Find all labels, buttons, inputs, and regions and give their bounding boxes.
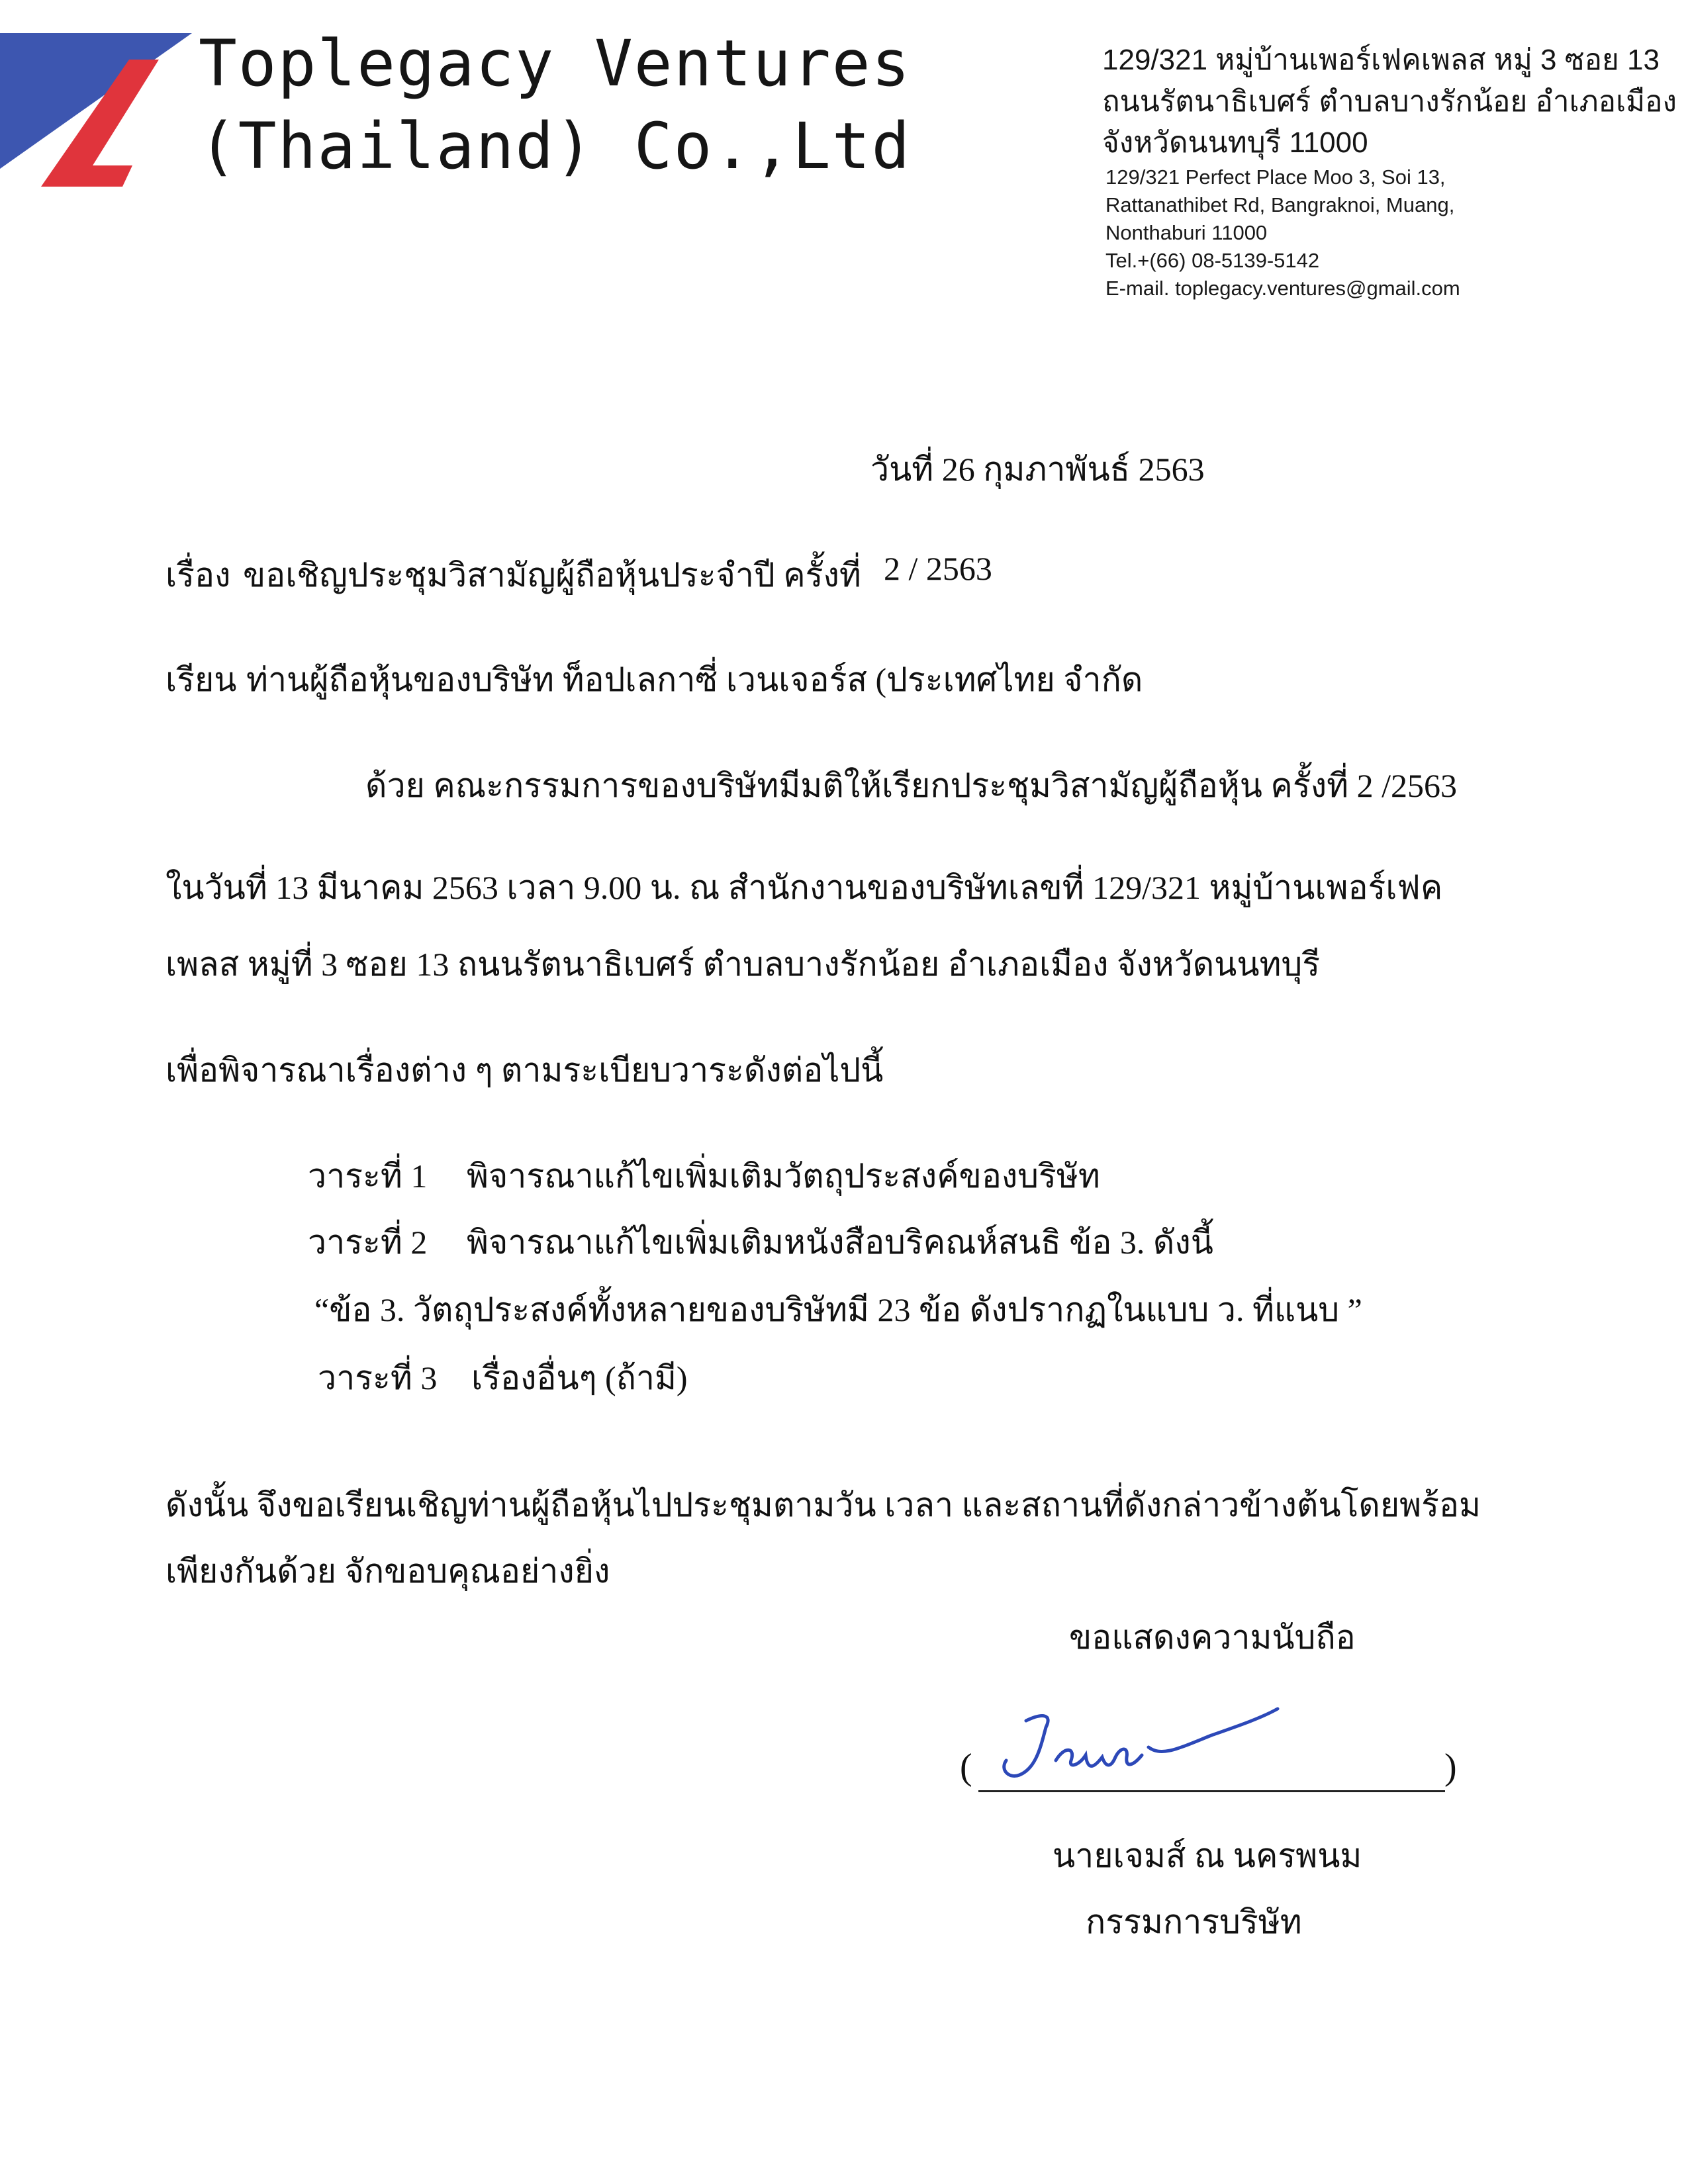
- letter-date: วันที่ 26 กุมภาพันธ์ 2563: [870, 451, 1205, 488]
- signer-title: กรรมการบริษัท: [1086, 1903, 1302, 1940]
- paragraph-line: เพลส หมู่ที่ 3 ซอย 13 ถนนรัตนาธิเบศร์ ตำบลบางรักน้อย อำเภอเมือง จังหวัดนนทบุรี: [165, 946, 1321, 983]
- phone-number: Tel.+(66) 08-5139-5142: [1105, 249, 1320, 272]
- agenda-item-number: วาระที่ 2: [308, 1224, 428, 1261]
- subject-text: ขอเชิญประชุมวิสามัญผู้ถือหุ้นประจำปี ครั้งที่: [243, 557, 861, 594]
- paragraph-line: เพื่อพิจารณาเรื่องต่าง ๆ ตามระเบียบวาระดังต่อไปนี้: [165, 1052, 884, 1089]
- company-name-line2: (Thailand) Co.,Ltd: [199, 109, 912, 183]
- signature-close-paren: ): [1444, 1747, 1457, 1788]
- agenda-item-number: วาระที่ 1: [308, 1158, 428, 1195]
- address-en-line2: Rattanathibet Rd, Bangraknoi, Muang,: [1105, 193, 1455, 216]
- address-th-line2: ถนนรัตนาธิเบศร์ ตำบลบางรักน้อย อำเภอเมือง: [1102, 85, 1677, 118]
- subject-number: 2 / 2563: [884, 550, 992, 587]
- company-name-line1: Toplegacy Ventures: [199, 26, 912, 101]
- company-logo: [0, 33, 192, 205]
- subject-label: เรื่อง: [165, 557, 231, 594]
- signature-open-paren: (: [960, 1747, 972, 1788]
- agenda-item-number: วาระที่ 3: [318, 1359, 438, 1396]
- agenda-item-text: เรื่องอื่นๆ (ถ้ามี): [471, 1359, 688, 1396]
- address-en-line3: Nonthaburi 11000: [1105, 221, 1268, 244]
- regards-text: ขอแสดงความนับถือ: [1069, 1619, 1356, 1656]
- closing-line: เพียงกันด้วย จักขอบคุณอย่างยิ่ง: [165, 1553, 610, 1590]
- agenda-quote: “ข้อ 3. วัตถุประสงค์ทั้งหลายของบริษัทมี 23 ข้อ ดังปรากฏในแบบ ว. ที่แนบ ”: [314, 1291, 1362, 1328]
- agenda-item-text: พิจารณาแก้ไขเพิ่มเติมหนังสือบริคณห์สนธิ ข้อ 3. ดังนี้: [467, 1224, 1213, 1261]
- agenda-item-text: พิจารณาแก้ไขเพิ่มเติมวัตถุประสงค์ของบริษัท: [467, 1158, 1100, 1195]
- closing-line: ดังนั้น จึงขอเรียนเชิญท่านผู้ถือหุ้นไปประชุมตามวัน เวลา และสถานที่ดังกล่าวข้างต้นโดยพร้อม: [165, 1486, 1481, 1524]
- email-address: E-mail. toplegacy.ventures@gmail.com: [1105, 277, 1460, 300]
- signature-line: [978, 1790, 1445, 1792]
- signer-name: นายเจมส์ ณ นครพนม: [1053, 1837, 1362, 1874]
- address-en-line1: 129/321 Perfect Place Moo 3, Soi 13,: [1105, 165, 1446, 189]
- paragraph-line: ในวันที่ 13 มีนาคม 2563 เวลา 9.00 น. ณ สำนักงานของบริษัทเลขที่ 129/321 หมู่บ้านเพอร์เฟค: [165, 869, 1443, 906]
- recipient-text: ท่านผู้ถือหุ้นของบริษัท ท็อปเลกาซี่ เวนเจอร์ส (ประเทศไทย จำกัด: [246, 661, 1143, 698]
- address-th-line1: 129/321 หมู่บ้านเพอร์เฟคเพลส หมู่ 3 ซอย 13: [1102, 44, 1660, 76]
- recipient-label: เรียน: [165, 661, 237, 698]
- address-th-line3: จังหวัดนนทบุรี 11000: [1102, 126, 1368, 159]
- paragraph-line: ด้วย คณะกรรมการของบริษัทมีมติให้เรียกประชุมวิสามัญผู้ถือหุ้น ครั้งที่ 2 /2563: [365, 767, 1457, 804]
